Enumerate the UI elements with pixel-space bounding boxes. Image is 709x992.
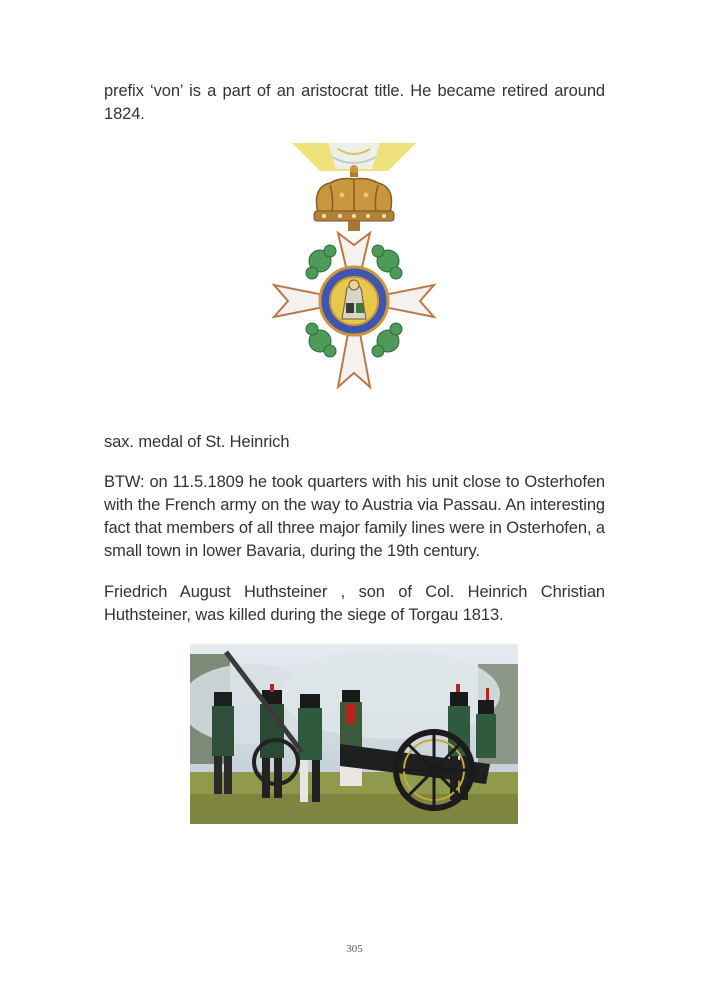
st-heinrich-medal-image (268, 143, 440, 391)
medal-crown (314, 165, 394, 231)
paragraph-osterhofen: BTW: on 11.5.1809 he took quarters with his unit close to Osterhofen with the French army on the way to Austria via Passau. An interesting fact that members of all three major family lines were in Osterhofen, a small town in lower Bavaria, during the 19th century. (104, 473, 605, 560)
paragraph-torgau: Friedrich August Huthsteiner , son of Col. Heinrich Christian Huthsteiner, was killed during the siege of Torgau 1813. (104, 583, 605, 624)
cannon-reenactment-photo (190, 644, 518, 824)
medal-center-medallion (320, 267, 388, 335)
paragraph-retirement: prefix ‘von’ is a part of an aristocrat title. He became retired around 1824. (104, 82, 605, 123)
page-number: 305 (346, 943, 363, 955)
medal-caption: sax. medal of St. Heinrich (104, 433, 290, 451)
